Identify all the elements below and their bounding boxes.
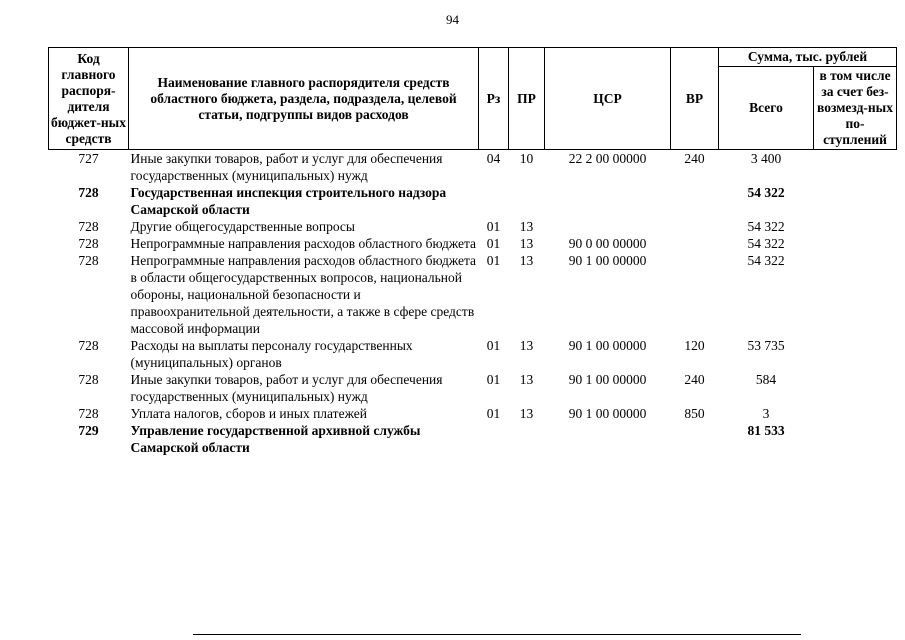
cell-vr <box>671 252 719 337</box>
cell-pr <box>509 184 545 218</box>
cell-total: 54 322 <box>747 236 785 251</box>
table-row <box>49 371 897 405</box>
cell-csr: 22 2 00 00000 <box>568 151 647 166</box>
header-name: Наименование главного распорядителя средств областного бюджета, раздела, подраздела, целевой статьи, подгруппы видов расходов <box>129 48 479 150</box>
cell-vr <box>671 218 719 235</box>
header-total: Всего <box>719 67 814 150</box>
cell-code: 728 <box>78 236 99 251</box>
cell-name: Государственная инспекция строительного надзора Самарской области <box>130 185 447 217</box>
cell-name: Расходы на выплаты персоналу государственных (муниципальных) органов <box>130 338 413 370</box>
cell-grants <box>814 371 897 405</box>
cell-name: Иные закупки товаров, работ и услуг для обеспечения государственных (муниципальных) нужд <box>130 151 443 183</box>
cell-csr: 90 0 00 00000 <box>568 236 647 251</box>
cell-name: Другие общегосударственные вопросы <box>130 219 355 234</box>
cell-pr: 13 <box>519 236 534 251</box>
cell-vr <box>671 235 719 252</box>
cell-code: 727 <box>78 151 99 166</box>
cell-pr: 13 <box>519 219 534 234</box>
budget-table <box>48 47 897 456</box>
cell-grants <box>814 150 897 185</box>
cell-csr <box>545 218 671 235</box>
cell-name: Непрограммные направления расходов областного бюджета в области общегосударственных вопросов, национальной обороны, национальной безопасности и правоохранительной деятельности, а также в сфере средств массовой информации <box>130 253 477 336</box>
cell-code: 729 <box>78 423 99 438</box>
cell-vr: 120 <box>684 338 705 353</box>
cell-rz <box>479 184 509 218</box>
cell-pr: 10 <box>519 151 534 166</box>
cell-csr: 90 1 00 00000 <box>568 253 647 268</box>
table-row <box>49 337 897 371</box>
cell-grants <box>814 337 897 371</box>
cell-csr: 90 1 00 00000 <box>568 338 647 353</box>
cell-grants <box>814 235 897 252</box>
cell-csr <box>545 422 671 456</box>
table-row <box>49 150 897 185</box>
cell-code: 728 <box>78 338 99 353</box>
header-pr: ПР <box>509 48 545 150</box>
cell-code: 728 <box>78 185 99 200</box>
cell-code: 728 <box>78 372 99 387</box>
cell-vr: 240 <box>684 151 705 166</box>
cell-total: 54 322 <box>747 219 785 234</box>
cell-vr <box>671 422 719 456</box>
header-vr: ВР <box>671 48 719 150</box>
cell-code: 728 <box>78 219 99 234</box>
cell-code: 728 <box>78 253 99 268</box>
cell-rz <box>479 422 509 456</box>
cell-code: 728 <box>78 406 99 421</box>
cell-name: Уплата налогов, сборов и иных платежей <box>130 406 367 421</box>
cell-rz: 01 <box>486 236 501 251</box>
cell-pr: 13 <box>519 372 534 387</box>
cell-grants <box>814 405 897 422</box>
header-rz: Рз <box>479 48 509 150</box>
table-row <box>49 252 897 337</box>
cell-rz: 04 <box>486 151 501 166</box>
cell-rz: 01 <box>486 253 501 268</box>
cell-rz: 01 <box>486 406 501 421</box>
header-code: Код главного распоря-дителя бюджет-ных средств <box>49 48 129 150</box>
cell-total: 584 <box>755 372 777 387</box>
cell-grants <box>814 422 897 456</box>
table-row <box>49 184 897 218</box>
cell-pr: 13 <box>519 406 534 421</box>
cell-total: 3 400 <box>750 151 782 166</box>
cell-pr: 13 <box>519 338 534 353</box>
cell-vr <box>671 184 719 218</box>
header-grants: в том числе за счет без-возмезд-ных по-ступлений <box>814 67 897 150</box>
cell-name: Управление государственной архивной службы Самарской области <box>130 423 421 455</box>
table-row <box>49 218 897 235</box>
cell-total: 54 322 <box>747 253 785 268</box>
cell-total: 3 <box>762 406 770 421</box>
table-header <box>49 48 897 150</box>
header-csr: ЦСР <box>545 48 671 150</box>
cell-name: Иные закупки товаров, работ и услуг для обеспечения государственных (муниципальных) нужд <box>130 372 443 404</box>
cell-csr <box>545 184 671 218</box>
cell-total: 53 735 <box>747 338 785 353</box>
cell-rz: 01 <box>486 219 501 234</box>
cell-total: 81 533 <box>747 423 785 438</box>
cell-pr: 13 <box>519 253 534 268</box>
cell-vr: 240 <box>684 372 705 387</box>
cell-rz: 01 <box>486 372 501 387</box>
cell-total: 54 322 <box>747 185 785 200</box>
table-row <box>49 405 897 422</box>
cell-name: Непрограммные направления расходов областного бюджета <box>130 236 477 251</box>
cell-grants <box>814 252 897 337</box>
cell-pr <box>509 422 545 456</box>
footer-divider <box>193 634 801 635</box>
cell-rz: 01 <box>486 338 501 353</box>
table-row <box>49 422 897 456</box>
cell-csr: 90 1 00 00000 <box>568 406 647 421</box>
cell-vr: 850 <box>684 406 705 421</box>
page-number: 94 <box>446 12 459 27</box>
cell-grants <box>814 184 897 218</box>
header-sum: Сумма, тыс. рублей <box>719 48 897 67</box>
cell-grants <box>814 218 897 235</box>
cell-csr: 90 1 00 00000 <box>568 372 647 387</box>
table-body <box>49 150 897 457</box>
table-row <box>49 235 897 252</box>
